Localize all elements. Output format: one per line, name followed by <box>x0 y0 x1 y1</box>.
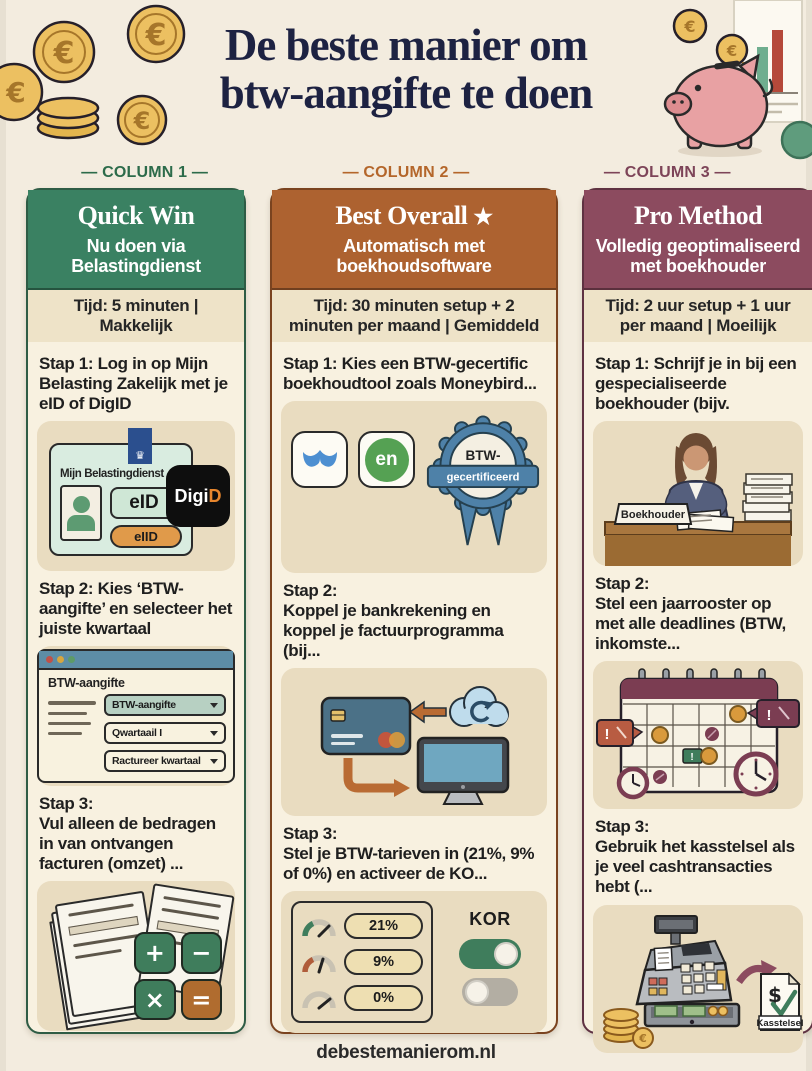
website-url: debestemanierom.nl <box>316 1041 496 1063</box>
bank-sync-illustration <box>281 668 547 816</box>
infographic-poster <box>6 0 806 1071</box>
dropdown-kwartaal: Qwartaail I <box>104 722 226 744</box>
card-2-time <box>272 290 556 342</box>
time-label: Tijd: <box>73 295 108 315</box>
piggy-bank-chart-icon <box>656 0 806 158</box>
card-1-step-2-text: Stap 2: Kies ‘BTW-aangifte’ en selecteer het juiste kwartaal <box>39 579 233 639</box>
browser-content <box>39 694 233 781</box>
chevron-down-icon <box>210 703 218 708</box>
card-1-body <box>28 342 244 1042</box>
kasstelsel-document-icon <box>756 974 803 1030</box>
svg-text:!: ! <box>690 752 694 764</box>
cash-register-icon <box>637 916 739 1026</box>
svg-text:!: ! <box>766 707 772 725</box>
card-3-step-1-text: Stap 1: Schrijf je in bij een gespecialiseerde boekhouder (bijv. <box>595 354 797 414</box>
svg-text:!: ! <box>604 726 610 744</box>
rate-9: 9% <box>344 949 423 975</box>
btw-rates-panel <box>291 901 433 1023</box>
close-dot-icon <box>46 656 53 663</box>
minimize-dot-icon <box>57 656 64 663</box>
card-3-time <box>584 290 812 342</box>
title-line-1: De beste manier om <box>224 20 588 70</box>
eid-pill: eIID <box>110 525 182 548</box>
accountant-drawing <box>593 426 803 566</box>
svg-text:€: € <box>133 107 151 135</box>
government-ribbon-icon <box>128 428 152 464</box>
rate-0: 0% <box>344 985 423 1011</box>
card-best-overall <box>270 188 558 1034</box>
card-1-subtitle: Nu doen via Belastingdienst <box>71 236 201 277</box>
svg-text:€: € <box>53 36 75 71</box>
card-pro-method <box>582 188 812 1045</box>
card-1-step-3-text: Stap 3: Vul alleen de bedragen in van ontvangen facturen (omzet) ... <box>39 794 216 874</box>
eid-button: eID <box>110 487 178 519</box>
nameplate <box>615 504 691 524</box>
software-illustration <box>281 401 547 573</box>
browser-window <box>37 649 235 783</box>
chevron-down-icon <box>210 731 218 736</box>
toggle-knob <box>465 980 489 1004</box>
arrow-left-icon <box>410 702 446 722</box>
rate-row <box>301 985 423 1011</box>
time-label: Tijd: <box>313 295 348 315</box>
star-icon: ★ <box>473 204 493 229</box>
card-2-subtitle: Automatisch met boekhoudsoftware <box>336 236 492 277</box>
svg-text:€: € <box>6 76 26 109</box>
login-brand: Mijn Belastingdienst <box>60 468 164 481</box>
card-3-step-2-text: Stap 2: Stel een jaarrooster op met alle deadlines (BTW, inkomste... <box>595 574 786 654</box>
text-lines <box>48 694 96 772</box>
card-1-time <box>28 290 244 342</box>
badge-text-band: gecertificeerd <box>446 471 520 484</box>
toggle-knob <box>494 942 518 966</box>
column-2-label: — COLUMN 2 — <box>342 164 470 181</box>
svg-text:€: € <box>726 42 738 60</box>
clock-large-icon <box>736 754 776 794</box>
svg-text:€: € <box>145 18 167 53</box>
coin-marker <box>652 727 668 743</box>
kor-toggle-on <box>459 939 521 969</box>
kor-section <box>443 901 537 1023</box>
svg-text:€: € <box>639 1031 647 1045</box>
time-text: 5 minuten | Makkelijk <box>99 295 199 335</box>
rate-row <box>301 949 423 975</box>
page-title <box>106 22 706 117</box>
column-labels-row <box>6 158 806 188</box>
nameplate-text: Boekhouder <box>620 509 686 522</box>
bank-sync-drawing <box>314 672 514 812</box>
dropdown-btw-aangifte: BTW-aangifte <box>104 694 226 716</box>
coin-marker <box>730 706 746 722</box>
plus-key: + <box>134 932 176 974</box>
gauge-icon <box>301 950 337 974</box>
btw-rates-illustration <box>281 891 547 1033</box>
crown-icon: ♛ <box>135 449 145 462</box>
toggle-off <box>462 978 518 1006</box>
arrow-right-icon <box>394 779 410 797</box>
login-illustration <box>37 421 235 571</box>
calculator-icon <box>134 932 222 1020</box>
rate-21: 21% <box>344 913 423 939</box>
cash-register-illustration <box>593 905 803 1053</box>
clock-small-icon <box>619 769 647 797</box>
browser-illustration <box>37 646 235 786</box>
coin-marker <box>701 748 717 764</box>
kor-label: KOR <box>469 909 511 930</box>
column-1-label: — COLUMN 1 — <box>81 164 209 181</box>
cash-register-drawing <box>593 908 803 1050</box>
browser-window-title: BTW-aangifte <box>48 676 125 691</box>
column-3-label: — COLUMN 3 — <box>603 164 731 181</box>
time-text: 2 uur setup + 1 uur per maand | Moeilijk <box>619 295 791 335</box>
calendar-illustration <box>593 661 803 809</box>
avatar-icon <box>60 485 102 541</box>
gauge-icon <box>301 986 337 1010</box>
card-3-header <box>584 190 812 290</box>
chevron-down-icon <box>210 759 218 764</box>
monitor-icon <box>418 738 508 804</box>
card-2-step-2-text: Stap 2: Koppel je bankrekening en koppel je factuurprogramma (bij... <box>283 581 504 661</box>
rate-row <box>301 913 423 939</box>
card-1-step-1-text: Stap 1: Log in op Mijn Belasting Zakelijk met je eID of DigID <box>39 354 228 414</box>
card-1-header <box>28 190 244 290</box>
kasstelsel-label: Kasstelsel <box>756 1017 804 1029</box>
card-2-header <box>272 190 556 290</box>
minus-key: − <box>181 932 223 974</box>
gauge-icon <box>301 914 337 938</box>
desk-front <box>605 535 791 566</box>
card-2-step-1-text: Stap 1: Kies een BTW-gecertific boekhoudtool zoals Moneybird... <box>283 354 537 394</box>
digid-logo: Digi D <box>166 465 230 527</box>
dropdown-list <box>104 694 226 772</box>
time-label: Tijd: <box>605 295 640 315</box>
card-2-title: Best Overall ★ <box>335 201 493 230</box>
browser-titlebar <box>39 651 233 670</box>
card-3-body <box>584 342 812 1064</box>
card-3-step-3-text: Stap 3: Gebruik het kasstelsel als je veel cashtransacties hebt (... <box>595 817 795 897</box>
multiply-key: × <box>134 979 176 1021</box>
columns-container <box>6 188 806 1045</box>
time-text: 30 minuten setup + 2 minuten per maand | Gemiddeld <box>288 295 540 335</box>
equals-key: = <box>181 979 223 1021</box>
card-2-body <box>272 342 556 1044</box>
paper-stack-icon <box>743 474 792 521</box>
moneybird-app-icon <box>291 431 348 488</box>
btw-certified-badge <box>425 409 541 567</box>
badge-text-top: BTW- <box>465 448 501 464</box>
bank-card-icon <box>322 698 410 754</box>
cloud-sync-icon <box>450 687 508 726</box>
card-quick-win <box>26 188 246 1034</box>
svg-text:€: € <box>684 17 696 36</box>
card-1-title: Quick Win <box>77 201 195 230</box>
card-3-subtitle: Volledig geoptimaliseerd met boekhouder <box>595 236 801 277</box>
maximize-dot-icon <box>68 656 75 663</box>
invoices-illustration <box>37 881 235 1031</box>
header <box>6 0 806 158</box>
dollar-sign: $ <box>768 982 782 1007</box>
dropdown-factureer: Ractureer kwartaal <box>104 750 226 772</box>
calendar-drawing <box>593 664 803 806</box>
title-line-2: btw-aangifte te doen <box>219 67 593 118</box>
eboekhouden-app-icon: en <box>358 431 415 488</box>
card-3-title: Pro Method <box>633 201 763 230</box>
elbow-arrow <box>348 758 396 788</box>
accountant-illustration <box>593 421 803 566</box>
card-2-step-3-text: Stap 3: Stel je BTW-tarieven in (21%, 9% of 0%) en activeer de KO... <box>283 824 535 884</box>
